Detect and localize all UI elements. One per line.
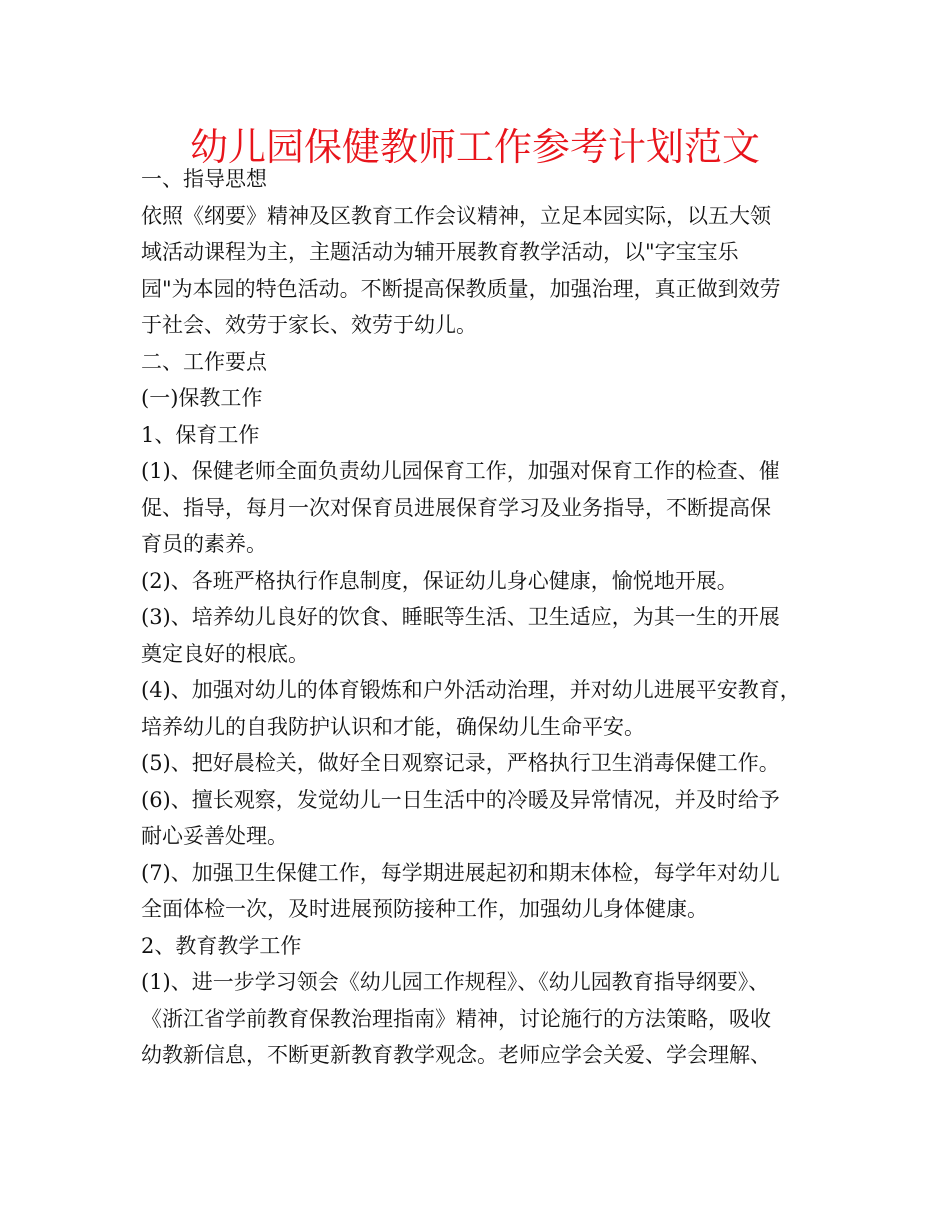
text-line: 1、保育工作 bbox=[141, 422, 260, 447]
text-line: (5)、把好晨检关，做好全日观察记录，严格执行卫生消毒保健工作。 bbox=[141, 751, 780, 775]
text-line: 促、指导，每月一次对保育员进展保育学习及业务指导，不断提高保 bbox=[141, 495, 771, 520]
text-line: 园"为本园的特色活动。不断提高保教质量，加强治理，真正做到效劳 bbox=[141, 276, 781, 301]
text-line: (1)、进一步学习领会《幼儿园工作规程》、《幼儿园教育指导纲要》、 bbox=[141, 970, 770, 994]
text-line: 域活动课程为主，主题活动为辅开展教育教学活动，以"字宝宝乐 bbox=[141, 240, 739, 264]
text-line: (4)、加强对幼儿的体育锻炼和户外活动治理，并对幼儿进展平安教育， bbox=[141, 678, 801, 702]
text-line: (3)、培养幼儿良好的饮食、睡眠等生活、卫生适应，为其一生的开展 bbox=[141, 605, 780, 629]
text-line: (2)、各班严格执行作息制度，保证幼儿身心健康，愉悦地开展。 bbox=[141, 568, 738, 593]
text-line: (一)保教工作 bbox=[141, 386, 263, 410]
text-line: 全面体检一次，及时进展预防接种工作，加强幼儿身体健康。 bbox=[141, 897, 708, 921]
text-line: (1)、保健老师全面负责幼儿园保育工作，加强对保育工作的检查、催 bbox=[141, 459, 780, 483]
text-line: 《浙江省学前教育保教治理指南》精神，讨论施行的方法策略，吸收 bbox=[141, 1006, 771, 1031]
document-body bbox=[141, 161, 841, 1074]
text-line: 培养幼儿的自我防护认识和才能，确保幼儿生命平安。 bbox=[141, 714, 645, 739]
text-line: 耐心妥善处理。 bbox=[141, 824, 288, 848]
text-line: 2、教育教学工作 bbox=[141, 933, 302, 958]
text-line: 依照《纲要》精神及区教育工作会议精神，立足本园实际，以五大领 bbox=[141, 203, 771, 228]
text-line: 幼教新信息，不断更新教育教学观念。老师应学会关爱、学会理解、 bbox=[141, 1043, 771, 1067]
text-line: 奠定良好的根底。 bbox=[141, 641, 309, 666]
document-title: 幼儿园保健教师工作参考计划范文 bbox=[189, 125, 760, 169]
text-line: (7)、加强卫生保健工作，每学期进展起初和期末体检，每学年对幼儿 bbox=[141, 860, 780, 885]
text-line: 一、指导思想 bbox=[141, 167, 267, 191]
text-line: 于社会、效劳于家长、效劳于幼儿。 bbox=[141, 313, 477, 337]
text-line: 育员的素养。 bbox=[141, 532, 267, 556]
text-line: 二、工作要点 bbox=[141, 349, 267, 374]
text-line: (6)、擅长观察，发觉幼儿一日生活中的冷暖及异常情况，并及时给予 bbox=[141, 787, 780, 812]
